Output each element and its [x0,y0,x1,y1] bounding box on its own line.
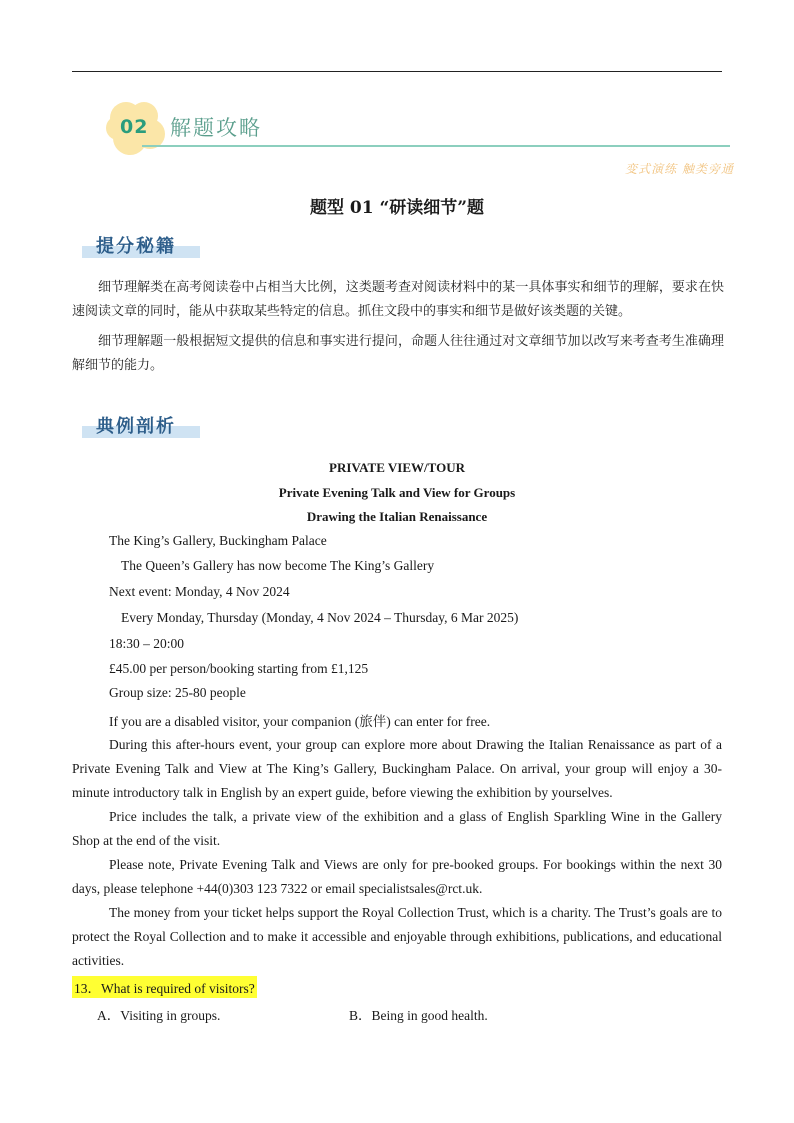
option-b: B．Being in good health. [349,1008,488,1023]
question-type-title: 题型 01 “研读细节”题 [309,198,485,218]
tips-badge-label: 提分秘籍 [96,236,176,257]
next-event-line: Next event: Monday, 4 Nov 2024 [109,584,290,599]
intro-paragraph: 细节理解题一般根据短文提供的信息和事实进行提问，命题人往往通过对文章细节加以改写来考查考生准确理解细节的能力。 [72,334,724,373]
question-text: 13．What is required of visitors? [72,976,257,998]
section-number: 02 [120,116,149,138]
example-badge [82,412,200,440]
example-badge-label: 典例剖析 [96,416,176,437]
disabled-note-line: If you are a disabled visitor, your companion (旅伴) can enter for free. [109,714,491,729]
price-line: £45.00 per person/booking starting from £1,125 [109,661,369,676]
venue-note-line: The Queen’s Gallery has now become The King’s Gallery [121,558,435,573]
passage-paragraph: During this after-hours event, your group can explore more about Drawing the Italian Renaissance as part of a Private Evening Talk and View at The King’s Gallery, Buckingham Palace. On arrival, your group will enjoy a 30-minute introductory talk in English by an expert guide, before viewing the exhibition by yourselves. [72,737,722,800]
section-tagline: 变式演练 触类旁通 [625,162,734,176]
tips-badge [82,232,200,260]
venue-line: The King’s Gallery, Buckingham Palace [109,533,327,548]
section-header [104,100,734,160]
top-rule [72,71,722,72]
time-line: 18:30 – 20:00 [109,636,185,651]
schedule-line: Every Monday, Thursday (Monday, 4 Nov 2024 – Thursday, 6 Mar 2025) [121,610,519,625]
passage-paragraph: The money from your ticket helps support the Royal Collection Trust, which is a charity. The Trust’s goals are to protect the Royal Collection and to make it accessible and enjoyable through exhibitions, publications, and educational activities. [72,905,722,968]
passage-subheading: Drawing the Italian Renaissance [306,509,488,524]
passage-subheading: Private Evening Talk and View for Groups [278,485,516,500]
passage-paragraph: Please note, Private Evening Talk and Views are only for pre-booked groups. For bookings within the next 30 days, please telephone +44(0)303 123 7322 or email specialistsales@rct.uk. [72,857,722,896]
group-size-line: Group size: 25-80 people [109,685,246,700]
option-a: A．Visiting in groups. [97,1008,221,1023]
passage-heading: PRIVATE VIEW/TOUR [329,460,465,475]
section-underline [142,145,730,147]
passage-paragraph: Price includes the talk, a private view of the exhibition and a glass of English Sparkling Wine in the Gallery Shop at the end of the visit. [72,809,722,848]
section-title: 解题攻略 [170,116,262,140]
intro-paragraph: 细节理解类在高考阅读卷中占相当大比例，这类题考查对阅读材料中的某一具体事实和细节的理解，要求在快速阅读文章的同时，能从中获取某些特定的信息。抓住文段中的事实和细节是做好该类题的关键。 [72,280,724,319]
